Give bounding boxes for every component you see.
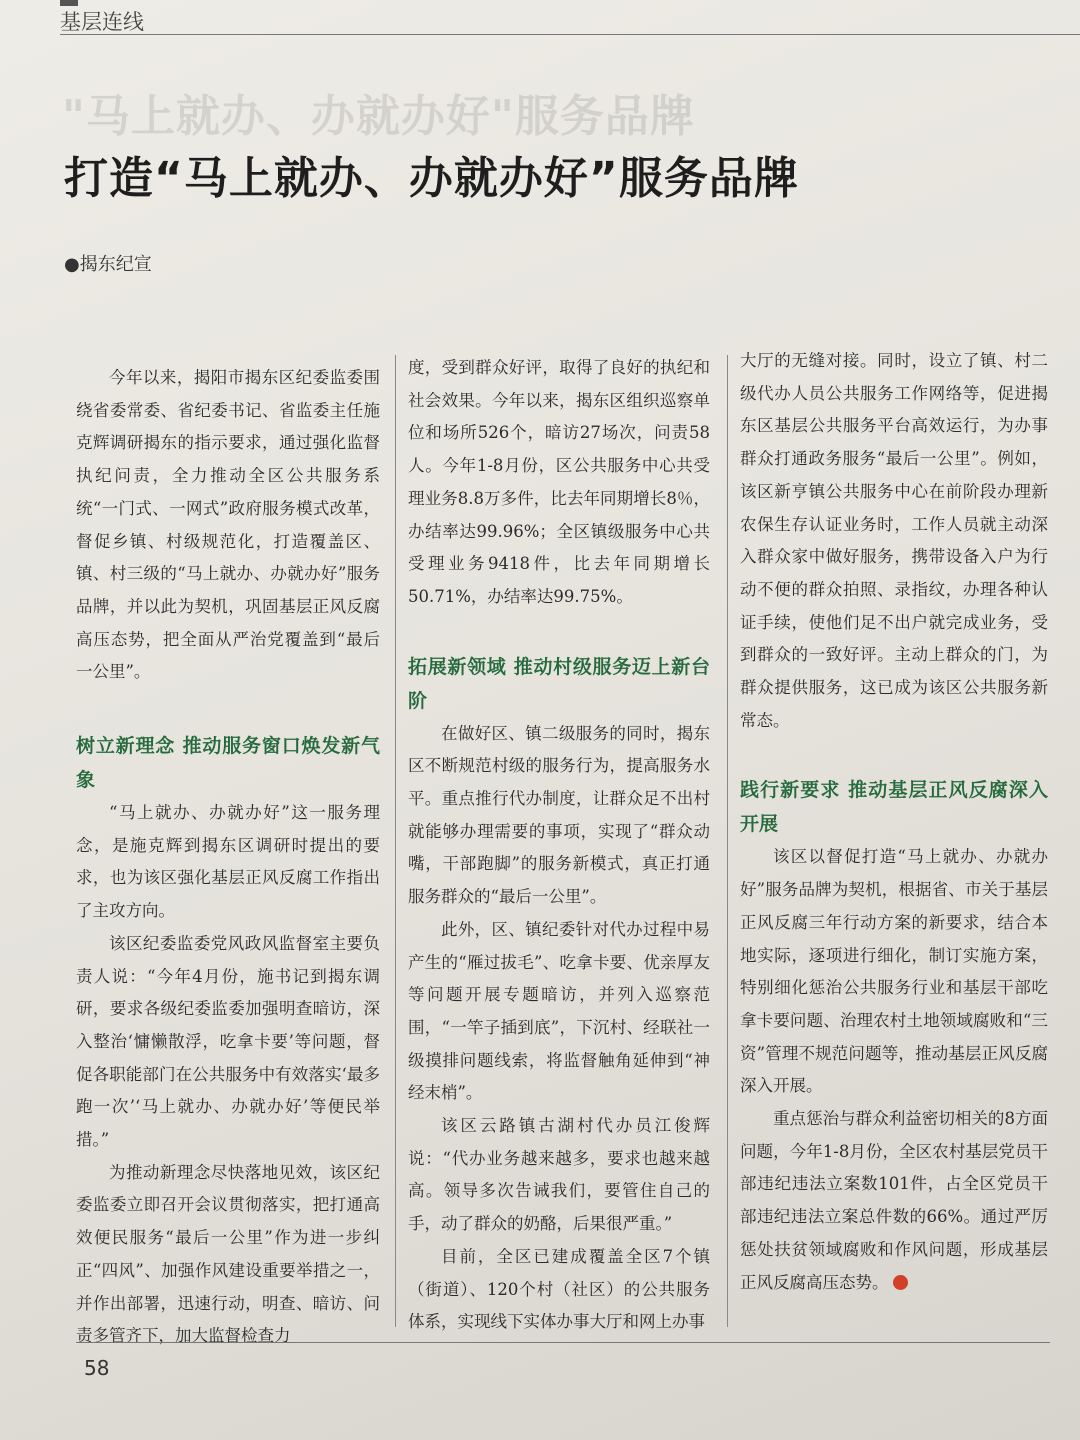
paragraph: 该区以督促打造“马上就办、办就办好”服务品牌为契机，根据省、市关于基层正风反腐三年行动方案的新要求，结合本地实际，逐项进行细化，制订实施方案，特别细化惩治公共服务行业和基层干部吃拿卡要问题、治理农村土地领域腐败和“三资”管理不规范问题等，推动基层正风反腐深入开展。 [740, 847, 1048, 1096]
paragraph: 在做好区、镇二级服务的同时，揭东区不断规范村级的服务行为，提高服务水平。重点推行代办制度，让群众足不出村就能够办理需要的事项，实现了“群众动嘴，干部跑脚”的服务新模式，真正打通服务群众的“最后一公里”。 [408, 723, 710, 907]
paragraph: 此外，区、镇纪委针对代办过程中易产生的“雁过拔毛”、吃拿卡要、优亲厚友等问题开展专题暗访，并列入巡察范围，“一竿子插到底”，下沉村、经联社一级摸排问题线索，将监督触角延伸到“神经末梢”。 [408, 919, 710, 1103]
paragraph [740, 1103, 1048, 1299]
column-divider [727, 355, 728, 1327]
section-heading: 拓展新领域 推动村级服务迈上新台阶 [408, 655, 710, 712]
section-label: 基层连线 [60, 10, 144, 34]
footer-rule [76, 1342, 1050, 1343]
section-heading: 践行新要求 推动基层正风反腐深入开展 [740, 779, 1048, 836]
section-heading: 树立新理念 推动服务窗口焕发新气象 [76, 735, 380, 792]
paragraph: 度，受到群众好评，取得了良好的执纪和社会效果。今年以来，揭东区组织巡察单位和场所526个，暗访27场次，问责58人。今年1-8月份，区公共服务中心共受理业务8.8万多件，比去年同期增长8％，办结率达99.96%；全区镇级服务中心共受理业务9418件，比去年同期增长50.71%，办结率达99.75%。 [408, 358, 710, 606]
column-1 [76, 362, 380, 1353]
end-mark-icon [893, 1275, 908, 1290]
column-2 [408, 352, 710, 1339]
paragraph: “马上就办、办就办好”这一服务理念，是施克辉到揭东区调研时提出的要求，也为该区强化基层正风反腐工作指出了主攻方向。 [76, 803, 380, 921]
show-through-text: "马上就办、办就办好"服务品牌 [62, 91, 695, 142]
paragraph-text: 重点惩治与群众利益密切相关的8方面问题，今年1-8月份，全区农村基层党员干部违纪违法立案数101件，占全区党员干部违纪违法立案总件数的66%。通过严厉惩处扶贫领域腐败和作风问题，形成基层正风反腐高压态势。 [740, 1109, 1048, 1292]
paragraph: 该区纪委监委党风政风监督室主要负责人说：“今年4月份，施书记到揭东调研，要求各级纪委监委加强明查暗访，深入整治‘慵懒散浮，吃拿卡要’等问题，督促各职能部门在公共服务中有效落实‘最多跑一次’‘马上就办、办就办好’等便民举措。” [76, 933, 380, 1150]
paragraph: 今年以来，揭阳市揭东区纪委监委围绕省委常委、省纪委书记、省监委主任施克辉调研揭东的指示要求，通过强化监督执纪问责，全力推动全区公共服务系统“一门式、一网式”政府服务模式改革，督促乡镇、村级规范化，打造覆盖区、镇、村三级的“马上就办、办就办好”服务品牌，并以此为契机，巩固基层正风反腐高压态势，把全面从严治党覆盖到“最后一公里”。 [76, 368, 380, 682]
header-rule [60, 34, 1080, 35]
article-title: 打造“马上就办、办就办好”服务品牌 [64, 153, 799, 204]
paragraph: 大厅的无缝对接。同时，设立了镇、村二级代办人员公共服务工作网络等，促进揭东区基层公共服务平台高效运行，为办事群众打通政务服务“最后一公里”。例如，该区新亨镇公共服务中心在前阶段办理新农保生存认证业务时，工作人员就主动深入群众家中做好服务，携带设备入户为行动不便的群众拍照、录指纹，办理各种认证手续，使他们足不出户就完成业务，受到群众的一致好评。主动上群众的门，为群众提供服务，这已成为该区公共服务新常态。 [740, 351, 1048, 730]
page-number: 58 [84, 1356, 110, 1380]
paragraph: 为推动新理念尽快落地见效，该区纪委监委立即召开会议贯彻落实，把打通高效便民服务“最后一公里”作为进一步纠正“四风”、加强作风建设重要举措之一，并作出部署，迅速行动，明查、暗访、问责多管齐下，加大监督检查力 [76, 1162, 380, 1346]
paragraph: 目前，全区已建成覆盖全区7个镇（街道）、120个村（社区）的公共服务体系，实现线下实体办事大厅和网上办事 [408, 1246, 710, 1332]
paragraph: 该区云路镇古湖村代办员江俊辉说：“代办业务越来越多，要求也越来越高。领导多次告诫我们，要管住自己的手，动了群众的奶酪，后果很严重。” [408, 1116, 710, 1234]
column-3 [740, 345, 1048, 1299]
article-byline: ●揭东纪宣 [64, 254, 152, 275]
column-divider [395, 355, 396, 1327]
